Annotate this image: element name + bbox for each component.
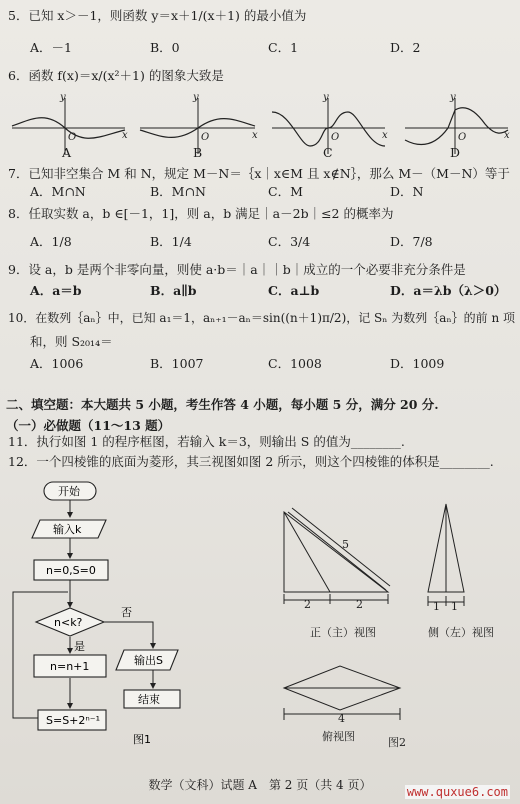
q10-option-a: A．1006 [30,356,84,371]
svg-text:O: O [201,132,210,143]
q5-option-a: A．－1 [30,40,72,55]
svg-text:结束: 结束 [138,693,160,706]
flowchart-figure-1 [8,480,208,750]
q10-option-d: D．1009 [390,356,445,371]
q5-option-d: D．2 [390,40,421,55]
svg-text:输出S: 输出S [134,654,163,667]
q7-option-d: D．N [390,184,424,199]
svg-text:否: 否 [121,606,132,619]
q10-option-c: C．1008 [268,356,322,371]
q8-option-a: A．1/8 [30,234,72,249]
page-footer: 数学（文科）试题 A 第 2 页（共 4 页） [148,778,372,792]
q6-axis-y: y [60,92,66,103]
svg-text:y: y [323,92,329,103]
svg-text:n<k?: n<k? [54,616,83,629]
q8-stem: 8．任取实数 a，b ∈[－1，1]，则 a，b 满足｜a－2b｜≤2 的概率为 [8,206,394,221]
section-title: 二、填空题：本大题共 5 小题，考生作答 4 小题，每小题 5 分，满分 20 分. [6,397,439,412]
svg-text:S=S+2ⁿ⁻¹: S=S+2ⁿ⁻¹ [46,714,100,727]
svg-text:是: 是 [74,640,85,653]
q6-label-b: B [193,145,203,160]
svg-text:O: O [458,132,467,143]
q7-option-c: C．M [268,184,303,199]
subsection-title: （一）必做题（11～13 题） [6,418,171,433]
q5-stem: 5．已知 x＞－1，则函数 y＝x＋1/(x＋1) 的最小值为 [8,8,307,23]
front-view-label: 正（主）视图 [310,626,376,639]
svg-text:x: x [382,130,388,141]
svg-text:开始: 开始 [58,485,80,498]
q10-option-b: B．1007 [150,356,204,371]
side-view-label: 侧（左）视图 [428,626,494,639]
q9-option-a: A．a＝b [30,283,82,298]
q9-option-c: C．a⊥b [268,283,320,298]
top-view-label: 俯视图 [322,730,355,743]
q10-stem: 10．在数列｛aₙ｝中，已知 a₁＝1，aₙ₊₁－aₙ＝sin((n＋1)π/2)，记 Sₙ 为数列｛aₙ｝的前 n 项 [8,311,515,325]
q6-label-d: D [450,145,461,160]
svg-text:x: x [122,130,128,141]
q9-stem: 9．设 a，b 是两个非零向量，则使 a·b＝｜a｜｜b｜成立的一个必要非充分条件是 [8,262,466,277]
svg-text:n=0,S=0: n=0,S=0 [46,564,96,577]
svg-text:y: y [450,92,456,103]
q5-option-b: B．0 [150,40,180,55]
q8-option-b: B．1/4 [150,234,192,249]
q7-option-a: A．M∩N [30,184,86,199]
svg-text:2: 2 [356,598,363,611]
svg-text:4: 4 [338,712,345,725]
svg-text:2: 2 [304,598,311,611]
figure-1-caption: 图1 [133,733,151,746]
watermark: www.quxue6.com [406,785,508,799]
svg-text:x: x [504,130,510,141]
svg-text:1: 1 [433,600,440,613]
svg-text:n=n+1: n=n+1 [50,660,90,673]
svg-text:输入k: 输入k [53,523,82,536]
q7-stem: 7．已知非空集合 M 和 N，规定 M－N＝｛x｜x∈M 且 x∉N｝，那么 M－（M－N）等于 [8,166,510,181]
svg-text:y: y [193,92,199,103]
q11-stem: 11．执行如图 1 的程序框图，若输入 k＝3，则输出 S 的值为________. [8,434,405,449]
dim-5: 5 [342,538,349,551]
q6-label-c: C [323,145,333,160]
q6-graphs [10,90,510,160]
q8-option-d: D．7/8 [390,234,433,249]
q6-stem: 6．函数 f(x)＝x/(x²＋1) 的图象大致是 [8,68,224,83]
q9-option-b: B．a∥b [150,283,197,298]
q6-label-a: A [62,145,72,160]
svg-text:x: x [252,130,258,141]
q8-option-c: C．3/4 [268,234,311,249]
q10-stem-2: 和，则 S₂₀₁₄＝ [30,334,113,349]
q9-option-d: D．a＝λb（λ＞0） [390,283,507,298]
figure-2-caption: 图2 [388,736,406,749]
three-views-figure-2 [270,490,515,755]
q7-option-b: B．M∩N [150,184,206,199]
q12-stem: 12．一个四棱锥的底面为菱形，其三视图如图 2 所示，则这个四棱锥的体积是________. [8,454,494,469]
q5-option-c: C．1 [268,40,299,55]
svg-text:O: O [331,132,340,143]
svg-text:1: 1 [451,600,458,613]
svg-text:O: O [68,132,77,143]
